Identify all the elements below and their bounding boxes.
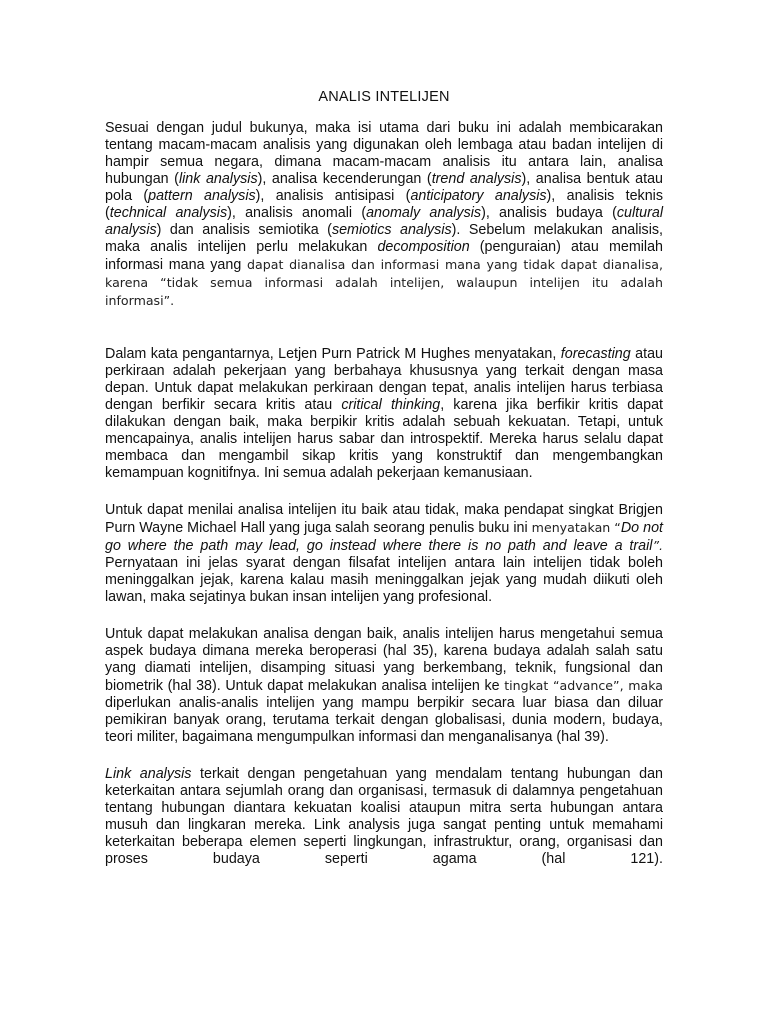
text-segment: Link analysis [105,766,192,782]
paragraph-4 [105,626,663,746]
text-segment: tingkat “advance”, maka [504,678,664,693]
text-segment: ), analisis anomali ( [227,205,367,221]
text-segment: pattern analysis [148,188,256,204]
text-segment: ), analisa bentuk atau pola ( [105,171,663,204]
document-title: ANALIS INTELIJEN [318,89,450,105]
text-segment: decomposition [377,239,470,255]
text-segment: menyatakan “ [531,520,621,535]
text-segment: cultural analysis [105,205,663,238]
text-segment: critical thinking [341,397,441,413]
text-segment: ”. [652,538,663,553]
paragraph-3 [105,502,663,606]
text-segment: Do not go where the path may lead, go instead where there is no path and leave a trail [105,520,664,554]
text-segment: diperlukan analis-analis intelijen yang mampu berpikir secara luar biasa dan diluar pemikiran banyak orang, terutama terkait dengan globalisasi, dunia modern, budaya, teori militer, bagaimana mengumpulkan informasi dan menganalisanya (hal 39). [105,695,663,745]
text-segment: (penguraian) atau memilah informasi mana yang [105,239,664,273]
text-segment: ). Sebelum melakukan analisis, maka analis intelijen perlu melakukan [105,222,663,255]
text-segment: ), analisis teknis ( [105,188,663,221]
text-segment: ), analisa kecenderungan ( [257,171,432,187]
text-segment: trend analysis [431,171,522,187]
text-segment: link analysis [178,171,258,187]
text-segment: dapat dianalisa dan informasi mana yang tidak dapat dianalisa, karena “tidak semua informasi adalah intelijen, walaupun intelijen itu adalah informasi”. [105,257,663,308]
text-segment: ) dan analisis semiotika ( [156,222,332,238]
document-body [105,120,663,888]
text-segment: forecasting [560,346,631,362]
text-segment: ), analisis antisipasi ( [255,188,411,204]
text-segment: terkait dengan pengetahuan yang mendalam tentang hubungan dan keterkaitan antara sejumlah orang dan organisasi, termasuk di dalamnya pengetahuan tentang hubungan diantara kekuatan koalisi ataupun mitra serta hubungan antara musuh dan lingkaran mereka. Link analysis juga sangat penting untuk memahami keterkaitan beberapa elemen seperti lingkungan, infrastruktur, orang, organisasi dan proses budaya seperti agama (hal 121). [105,766,663,867]
text-segment: Untuk dapat melakukan analisa dengan baik, analis intelijen harus mengetahui semua aspek budaya dimana mereka beroperasi (hal 35), karena budaya adalah salah satu yang diamati intelijen, disamping situasi yang berkembang, teknik, fungsional dan biometrik (hal 38). Untuk dapat melakukan analisa intelijen ke [105,626,663,694]
text-segment: Sesuai dengan judul bukunya, maka isi utama dari buku ini adalah membicarakan tentang macam-macam analisis yang digunakan oleh lembaga atau badan intelijen di hampir semua negara, dimana macam-macam analisis itu antara lain, analisa hubungan ( [105,120,663,187]
text-segment: anticipatory analysis [410,188,547,204]
text-segment: Dalam kata pengantarnya, Letjen Purn Patrick M Hughes menyatakan, [105,346,561,362]
paragraph-2 [105,346,663,482]
text-segment: , karena jika berfikir kritis dapat dilakukan dengan baik, maka berpikir kritis adalah sebuah kekuatan. Tetapi, untuk mencapainya, analis intelijen harus sabar dan introspektif. Mereka harus selalu dapat membaca dan mengambil sikap kritis yang konstruktif dan mengembangkan kemampuan kognitifnya. Ini semua adalah pekerjaan kemanusiaan. [105,397,663,481]
paragraph-5 [105,766,663,868]
text-segment: anomaly analysis [366,205,482,221]
text-segment: atau perkiraan adalah pekerjaan yang berbahaya khususnya yang terkait dengan masa depan. Untuk dapat melakukan perkiraan dengan tepat, analis intelijen harus terbiasa dengan berfikir secara kritis atau [105,346,663,413]
text-segment: Pernyataan ini jelas syarat dengan filsafat intelijen antara lain intelijen tidak boleh meninggalkan jejak, karena kalau masih meninggalkan jejak yang mudah diikuti oleh lawan, maka sejatinya bukan insan intelijen yang profesional. [105,555,663,605]
text-segment: ), analisis budaya ( [481,205,617,221]
text-segment: semiotics analysis [331,222,452,238]
text-segment: Untuk dapat menilai analisa intelijen itu baik atau tidak, maka pendapat singkat Brigjen Purn Wayne Michael Hall yang juga salah seorang penulis buku ini [105,502,663,536]
text-segment: technical analysis [109,205,228,221]
paragraph-1 [105,120,663,310]
